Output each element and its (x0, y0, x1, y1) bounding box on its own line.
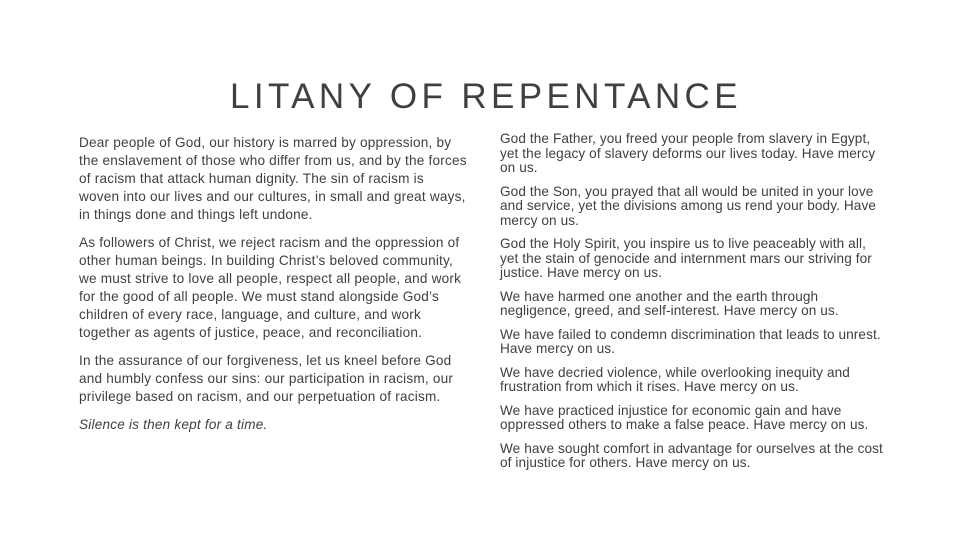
left-column (79, 134, 467, 444)
litany-petition: We have practiced injustice for economic gain and have oppressed others to make a false peace. Have mercy on us. (500, 402, 869, 432)
left-paragraph: Dear people of God, our history is marred by oppression, by the enslavement of those who differ from us, and by the forces of racism that attack human dignity. The sin of racism is woven into our lives and our cultures, in small and great ways, in things done and things left undone. (79, 135, 467, 222)
litany-petition: We have decried violence, while overlooking inequity and frustration from which it rises. Have mercy on us. (500, 364, 850, 394)
litany-petition: We have failed to condemn discrimination that leads to unrest. Have mercy on us. (500, 326, 881, 356)
rubric-note: Silence is then kept for a time. (79, 417, 268, 432)
right-column (500, 132, 886, 480)
litany-petition: We have sought comfort in advantage for ourselves at the cost of injustice for others. Have mercy on us. (500, 440, 883, 470)
litany-petition: God the Father, you freed your people from slavery in Egypt, yet the legacy of slavery deforms our lives today. Have mercy on us. (500, 131, 876, 175)
litany-petition: God the Son, you prayed that all would be united in your love and service, yet the divisions among us rend your body. Have mercy on us. (500, 183, 876, 228)
page-title: LITANY OF REPENTANCE (230, 77, 742, 116)
left-paragraph: In the assurance of our forgiveness, let us kneel before God and humbly confess our sins: our participation in racism, our privilege based on racism, and our perpetuation of racism. (79, 353, 454, 404)
left-paragraph: As followers of Christ, we reject racism and the oppression of other human beings. In building Christ’s beloved community, we must strive to love all people, respect all people, and work for the good of all people. We must stand alongside God’s children of every race, language, and culture, and work together as agents of justice, peace, and reconciliation. (79, 235, 462, 340)
litany-petition: God the Holy Spirit, you inspire us to live peaceably with all, yet the stain of genocide and internment mars our striving for justice. Have mercy on us. (500, 236, 872, 280)
litany-petition: We have harmed one another and the earth through negligence, greed, and self-interest. Have mercy on us. (500, 288, 839, 318)
